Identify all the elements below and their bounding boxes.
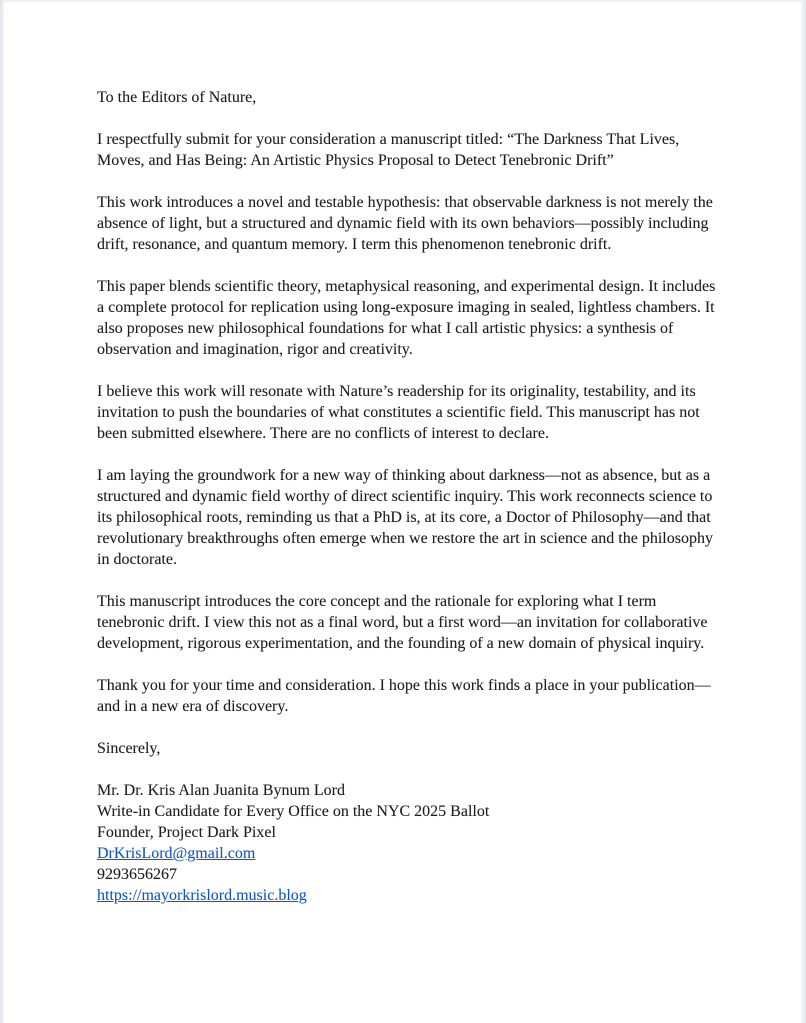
paragraph-groundwork <box>97 465 722 570</box>
paragraph-hypothesis <box>97 192 722 255</box>
paragraph-line: This work introduces a novel and testable hypothesis: that observable darkness is not merely the <box>97 194 713 211</box>
page-left-edge <box>0 0 4 1023</box>
paragraph-line: I respectfully submit for your consideration a manuscript titled: “The Darkness That Lives, <box>97 131 680 148</box>
paragraph-line: also proposes new philosophical foundations for what I call artistic physics: a synthesis of <box>97 320 674 337</box>
paragraph-line: drift, resonance, and quantum memory. I term this phenomenon tenebronic drift. <box>97 236 612 253</box>
paragraph-line: absence of light, but a structured and dynamic field with its own behaviors—possibly including <box>97 215 709 232</box>
letter-content <box>97 87 722 927</box>
signature-block <box>97 780 722 906</box>
paragraph-line: structured and dynamic field worthy of direct scientific inquiry. This work reconnects science to <box>97 488 713 505</box>
closing <box>97 738 722 759</box>
paragraph-line: in doctorate. <box>97 551 177 568</box>
paragraph-manuscript-title <box>97 129 722 171</box>
salutation <box>97 87 722 108</box>
signature-website-line <box>97 885 722 906</box>
paragraph-line: I am laying the groundwork for a new way of thinking about darkness—not as absence, but as a <box>97 467 711 484</box>
closing-line: Sincerely, <box>97 740 161 757</box>
page-right-edge <box>801 0 806 1023</box>
paragraph-thanks <box>97 675 722 717</box>
paragraph-line: observation and imagination, rigor and creativity. <box>97 341 413 358</box>
paragraph-paper-blends <box>97 276 722 360</box>
signature-phone: 9293656267 <box>97 866 177 883</box>
paragraph-line: This manuscript introduces the core concept and the rationale for exploring what I term <box>97 593 657 610</box>
signature-name: Mr. Dr. Kris Alan Juanita Bynum Lord <box>97 782 345 799</box>
paragraph-line: been submitted elsewhere. There are no conflicts of interest to declare. <box>97 425 549 442</box>
signature-title: Write-in Candidate for Every Office on the NYC 2025 Ballot <box>97 803 490 820</box>
paragraph-line: and in a new era of discovery. <box>97 698 289 715</box>
signature-email-line <box>97 843 722 864</box>
website-link[interactable]: https://mayorkrislord.music.blog <box>97 887 307 904</box>
paragraph-line: revolutionary breakthroughs often emerge when we restore the art in science and the philosophy <box>97 530 713 547</box>
paragraph-readership <box>97 381 722 444</box>
paragraph-line: a complete protocol for replication using long-exposure imaging in sealed, lightless chambers. It <box>97 299 715 316</box>
paragraph-line: Thank you for your time and consideration. I hope this work finds a place in your publication— <box>97 677 711 694</box>
salutation-line: To the Editors of Nature, <box>97 89 257 106</box>
paragraph-line: Moves, and Has Being: An Artistic Physics Proposal to Detect Tenebronic Drift” <box>97 152 614 169</box>
paragraph-line: I believe this work will resonate with Nature’s readership for its originality, testability, and its <box>97 383 696 400</box>
paragraph-line: This paper blends scientific theory, metaphysical reasoning, and experimental design. It includes <box>97 278 716 295</box>
paragraph-core-concept <box>97 591 722 654</box>
paragraph-line: tenebronic drift. I view this not as a final word, but a first word—an invitation for collaborative <box>97 614 708 631</box>
paragraph-line: development, rigorous experimentation, and the founding of a new domain of physical inquiry. <box>97 635 705 652</box>
signature-org: Founder, Project Dark Pixel <box>97 824 276 841</box>
paragraph-line: invitation to push the boundaries of what constitutes a scientific field. This manuscript has not <box>97 404 700 421</box>
page-top-edge <box>0 0 806 2</box>
paragraph-line: its philosophical roots, reminding us that a PhD is, at its core, a Doctor of Philosophy—and that <box>97 509 711 526</box>
email-link[interactable]: DrKrisLord@gmail.com <box>97 845 256 862</box>
